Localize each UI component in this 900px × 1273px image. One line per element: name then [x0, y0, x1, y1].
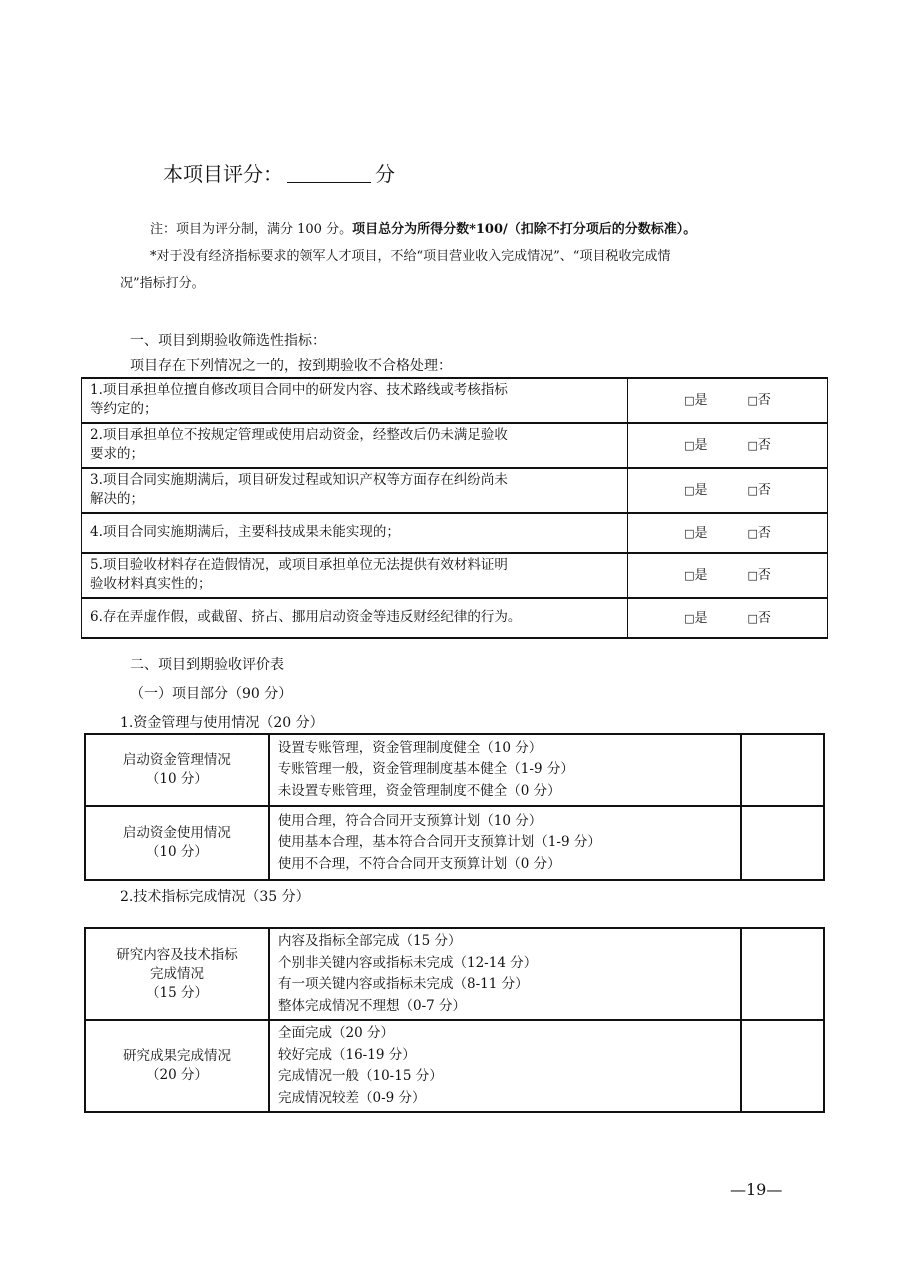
yes-no-cell — [628, 513, 828, 553]
criterion-cell: 1.项目承担单位擅自修改项目合同中的研发内容、技术路线或考核指标 等约定的； — [82, 378, 628, 423]
score-input-cell[interactable] — [741, 928, 824, 1020]
yes-checkbox[interactable]: □是 — [684, 483, 708, 498]
table-row — [85, 928, 824, 1020]
table-row — [85, 806, 824, 880]
yes-checkbox[interactable]: □是 — [684, 438, 708, 453]
yes-no-cell — [628, 598, 828, 638]
note-bold-text: 项目总分为所得分数*100/（扣除不打分项后的分数标准）。 — [352, 222, 697, 237]
section1-title: 一、项目到期验收筛选性指标： — [130, 333, 326, 349]
criterion-cell: 4.项目合同实施期满后，主要科技成果未能实现的； — [82, 513, 628, 553]
criterion-cell: 5.项目验收材料存在造假情况，或项目承担单位无法提供有效材料证明 验收材料真实性的； — [82, 553, 628, 598]
criteria-cell: 内容及指标全部完成（15 分） 个别非关键内容或指标未完成（12-14 分） 有一项关键内容或指标未完成（8-11 分） 整体完成情况不理想（0-7 分） — [269, 928, 741, 1020]
note-line-3: 况”指标打分。 — [120, 276, 205, 291]
table-row — [85, 734, 824, 806]
table-row — [82, 553, 828, 598]
yes-no-cell — [628, 553, 828, 598]
score-input-cell[interactable] — [741, 734, 824, 806]
yes-checkbox[interactable]: □是 — [684, 393, 708, 408]
screening-table — [81, 377, 828, 639]
page-number: —19— — [730, 1180, 783, 1199]
table-row — [82, 513, 828, 553]
criterion-cell: 2.项目承担单位不按规定管理或使用启动资金，经整改后仍未满足验收 要求的； — [82, 423, 628, 468]
item-label-cell: 启动资金使用情况 （10 分） — [85, 806, 269, 880]
yes-no-cell — [628, 423, 828, 468]
no-checkbox[interactable]: □否 — [747, 438, 771, 453]
criteria-cell: 使用合理，符合合同开支预算计划（10 分） 使用基本合理，基本符合合同开支预算计划（1-9 分） 使用不合理，不符合合同开支预算计划（0 分） — [269, 806, 741, 880]
table-row — [82, 423, 828, 468]
criteria-cell: 设置专账管理，资金管理制度健全（10 分） 专账管理一般，资金管理制度基本健全（1-9 分） 未设置专账管理，资金管理制度不健全（0 分） — [269, 734, 741, 806]
section2-title: 二、项目到期验收评价表 — [130, 657, 284, 673]
no-checkbox[interactable]: □否 — [747, 568, 771, 583]
table-row — [82, 468, 828, 513]
criterion-cell: 6.存在弄虚作假，或截留、挤占、挪用启动资金等违反财经纪律的行为。 — [82, 598, 628, 638]
item-label-cell: 研究成果完成情况 （20 分） — [85, 1020, 269, 1112]
score-input-cell[interactable] — [741, 1020, 824, 1112]
sub1-title: 1.资金管理与使用情况（20 分） — [120, 715, 324, 731]
note-text: 注：项目为评分制，满分 100 分。 — [150, 222, 353, 237]
no-checkbox[interactable]: □否 — [747, 610, 771, 626]
no-checkbox[interactable]: □否 — [747, 393, 771, 408]
section1-subtitle: 项目存在下列情况之一的，按到期验收不合格处理： — [130, 358, 452, 374]
score-blank[interactable] — [287, 164, 371, 183]
fund-management-table — [84, 733, 825, 881]
technical-indicator-table — [84, 927, 825, 1113]
score-label: 本项目评分： — [163, 162, 283, 186]
table-row — [82, 378, 828, 423]
table-row — [82, 598, 828, 638]
yes-no-cell — [628, 378, 828, 423]
item-label-cell: 启动资金管理情况 （10 分） — [85, 734, 269, 806]
yes-checkbox[interactable]: □是 — [684, 610, 708, 626]
yes-checkbox[interactable]: □是 — [684, 525, 708, 541]
yes-checkbox[interactable]: □是 — [684, 568, 708, 583]
yes-no-cell — [628, 468, 828, 513]
table-row — [85, 1020, 824, 1112]
no-checkbox[interactable]: □否 — [747, 483, 771, 498]
project-score-line — [163, 158, 395, 187]
item-label-cell: 研究内容及技术指标 完成情况 （15 分） — [85, 928, 269, 1020]
score-input-cell[interactable] — [741, 806, 824, 880]
note-line-2: *对于没有经济指标要求的领军人才项目，不给“项目营业收入完成情况”、“项目税收完成情 — [150, 249, 671, 264]
no-checkbox[interactable]: □否 — [747, 525, 771, 541]
criterion-cell: 3.项目合同实施期满后，项目研发过程或知识产权等方面存在纠纷尚未 解决的； — [82, 468, 628, 513]
section2-part: （一）项目部分（90 分） — [130, 686, 293, 702]
note-line-1 — [150, 218, 696, 242]
criteria-cell: 全面完成（20 分） 较好完成（16-19 分） 完成情况一般（10-15 分） 完成情况较差（0-9 分） — [269, 1020, 741, 1112]
sub2-title: 2.技术指标完成情况（35 分） — [120, 889, 310, 905]
score-unit: 分 — [375, 162, 395, 186]
